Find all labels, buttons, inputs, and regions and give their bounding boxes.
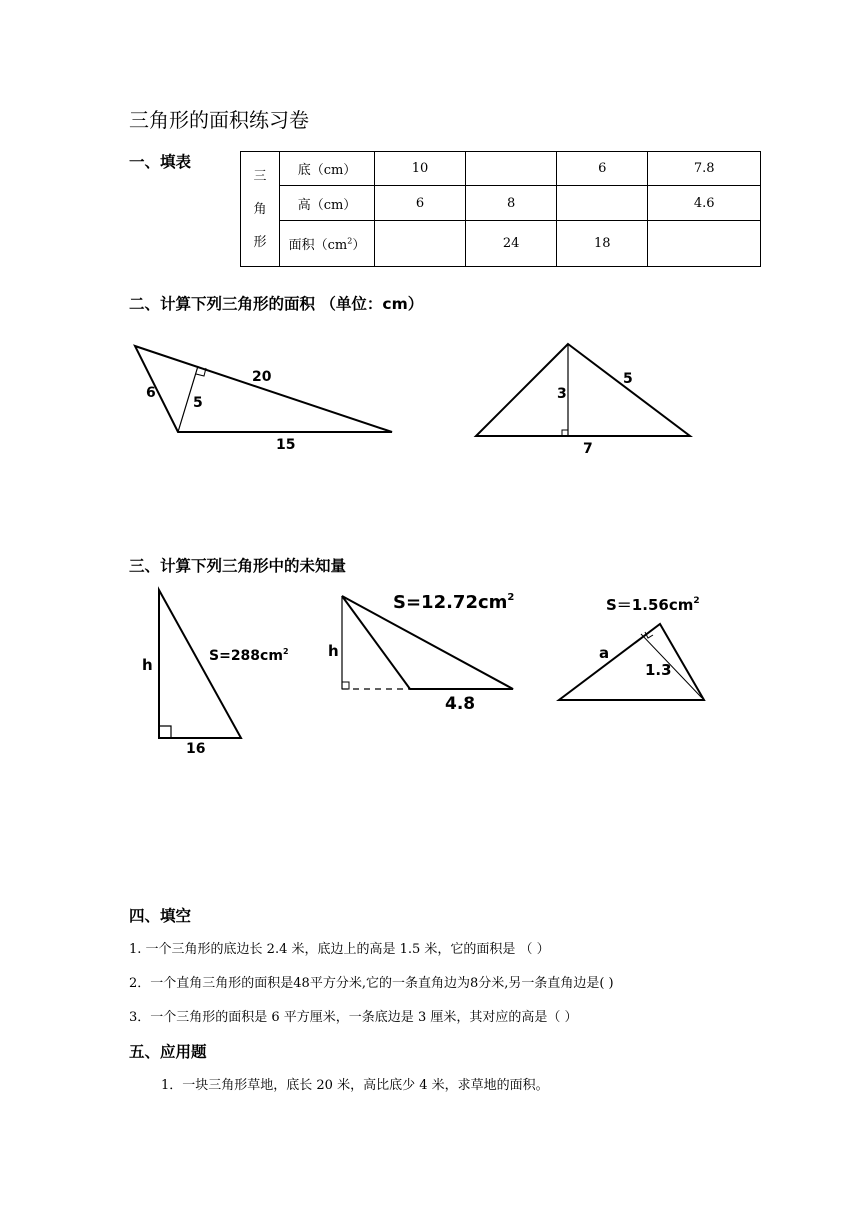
apply-question-1: 1．一块三角形草地，底长 20 米，高比底少 4 米，求草地的面积。 [161,1078,549,1093]
fig2a-label: 20 [252,369,272,385]
figure-2b [476,344,690,436]
fig3b-height-label: h [328,642,339,660]
row-label-area: 面积$(cm^2)$ [280,221,375,267]
fig2b-label: 7 [583,441,593,457]
table-cell: 24 [466,221,557,267]
section-3-heading: 三、计算下列三角形中的未知量 [129,557,347,575]
fill-question-2: 2．一个直角三角形的面积是48平方分米,它的一条直角边为8分米,另一条直角边是( ) [129,976,614,991]
side-char: 三 [253,168,267,184]
table-cell: 4.6 [648,186,761,221]
section-5-heading: 五、应用题 [129,1043,207,1061]
fill-question-3: 3．一个三角形的面积是 6 平方厘米，一条底边是 3 厘米，其对应的高是（ ） [129,1010,578,1025]
row-label-height: 高（cm） [280,186,375,221]
table-cell: 10 [375,152,466,186]
fig2a-label: 5 [193,395,203,411]
fig3a-base-label: 16 [186,741,206,757]
figure-2a [135,346,392,432]
fig3b-base-label: 4.8 [445,694,476,714]
page-title: 三角形的面积练习卷 [129,108,309,132]
figure-3a [159,590,241,738]
section-1-heading: 一、填表 [129,153,192,171]
fig3c-height-label: 1.3 [645,661,672,679]
table-cell: 7.8 [648,152,761,186]
table-cell: 8 [466,186,557,221]
table-cell: 18 [557,221,648,267]
fig3c-side-label: a [599,644,610,662]
fig2a-label: 15 [276,437,296,453]
fill-question-1: 1. 一个三角形的底边长 2.4 米，底边上的高是 1.5 米，它的面积是 （ ） [129,942,550,957]
section-2-heading: 二、计算下列三角形的面积 （单位：cm） [129,295,424,313]
side-char: 角 [253,201,267,217]
fig2b-label: 3 [557,386,567,402]
figure-3c [559,624,704,700]
fig3c-area-label: $S=1.56cm^2$ [606,596,700,614]
side-char: 形 [253,234,267,250]
fig3b-area-label: $S=12.72cm^2$ [393,592,515,613]
table-cell: 6 [557,152,648,186]
section-4-heading: 四、填空 [129,907,192,925]
table-cell: 6 [375,186,466,221]
fig3a-height-label: h [142,656,153,674]
row-label-base: 底（cm） [280,152,375,186]
fig2b-label: 5 [623,371,633,387]
fig3a-area-label: $S=288cm^2$ [209,647,289,664]
fig2a-label: 6 [146,385,156,401]
